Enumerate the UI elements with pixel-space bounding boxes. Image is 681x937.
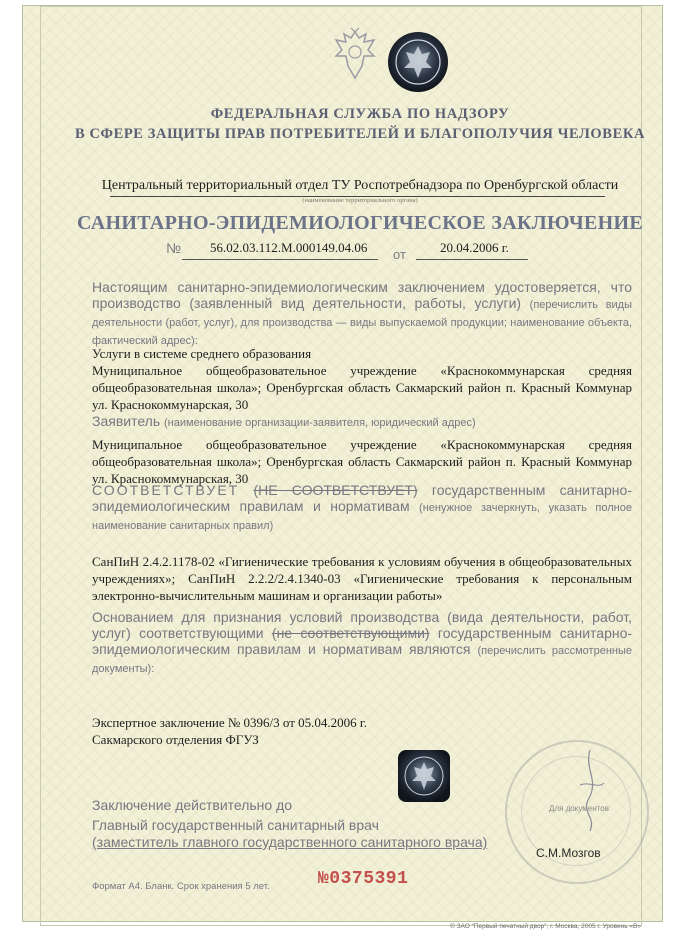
department-caption: (наименование территориального органа): [302, 197, 418, 204]
date-underline: [416, 259, 528, 260]
blank-serial-number: №0375391: [318, 869, 409, 889]
basis-text-2: государственным санитарно-эпидемиологическим правилам и нормативам являются: [92, 625, 633, 657]
signature-icon: [560, 745, 620, 835]
hologram-sticker-icon: [396, 748, 452, 804]
double-headed-eagle-icon: [330, 26, 380, 82]
printer-credit: © ЗАО "Первый печатный двор", г. Москва, 2005 г. Уровень «В»: [450, 923, 641, 930]
number-underline: [182, 259, 378, 260]
compliance-statement: [92, 482, 632, 534]
document-title: САНИТАРНО-ЭПИДЕМИОЛОГИЧЕСКОЕ ЗАКЛЮЧЕНИЕ: [77, 212, 643, 234]
basis-text-1: Основанием для признания условий производства (вида деятельности, работ, услуг) соответствующими: [92, 609, 632, 641]
signatory-deputy: (заместитель главного государственного санитарного врача): [92, 834, 488, 850]
validity-label: Заключение действительно до: [92, 797, 293, 813]
document-date: 20.04.2006 г.: [440, 240, 509, 255]
document-number: 56.02.03.112.М.000149.04.06: [210, 240, 368, 255]
expert-line-1: Экспертное заключение № 0396/3 от 05.04.2006 г.: [92, 715, 368, 730]
compliance-note: (ненужное зачеркнуть, указать полное наименование санитарных правил): [92, 502, 632, 532]
subject-organization: Муниципальное общеобразовательное учреждение «Краснокоммунарская средняя общеобразовательная школа»; Оренбургская область Сакмарский район п. Красный Коммунар ул. Краснокоммунарская, 30: [92, 363, 632, 412]
applicant-label: Заявитель: [92, 413, 161, 429]
compliance-complies: СООТВЕТСТВУЕТ: [92, 482, 240, 498]
applicant-note: (наименование организации-заявителя, юридический адрес): [164, 417, 476, 429]
sanitary-rules: СанПиН 2.4.2.1178-02 «Гигиенические требования к условиям обучения в общеобразовательных учреждениях»; СанПиН 2.2.2/2.4.1340-03 «Гигиенические требования к персональным электронно-вычислительным машинам и организации работы»: [92, 554, 632, 603]
signatory-title: Главный государственный санитарный врач: [92, 817, 379, 833]
header-line-1: ФЕДЕРАЛЬНАЯ СЛУЖБА ПО НАДЗОРУ: [210, 106, 510, 122]
number-label: №: [166, 240, 182, 256]
basis-note: (перечислить рассмотренные документы):: [92, 645, 632, 675]
basis-paragraph: [92, 609, 632, 677]
department-name: Центральный территориальный отдел ТУ Роспотребнадзора по Оренбургской области: [101, 178, 619, 193]
stamp-text: Для документов: [549, 804, 609, 813]
expert-line-2: Сакмарского отделения ФГУЗ: [92, 732, 259, 747]
signatory-name: С.М.Мозгов: [536, 846, 601, 860]
hologram-sticker-icon: [386, 30, 450, 94]
intro-paragraph: [92, 279, 632, 349]
compliance-rest: государственным санитарно-эпидемиологическим правилам и нормативам: [92, 482, 632, 514]
header-line-2: В СФЕРЕ ЗАЩИТЫ ПРАВ ПОТРЕБИТЕЛЕЙ И БЛАГОПОЛУЧИЯ ЧЕЛОВЕКА: [74, 126, 646, 142]
basis-struck: (не соответствующими): [271, 625, 430, 641]
applicant-value: Муниципальное общеобразовательное учреждение «Краснокоммунарская средняя общеобразовательная школа»; Оренбургская область Сакмарский район п. Красный Коммунар ул. Краснокоммунарская, 30: [92, 437, 632, 486]
date-label: от: [393, 247, 406, 262]
intro-note: (перечислить виды деятельности (работ, услуг), для производства — виды выпускаемой продукции; наименование объекта, фактический адрес):: [92, 299, 633, 347]
intro-text: Настоящим санитарно-эпидемиологическим заключением удостоверяется, что производство (заявленный вид деятельности, работы, услуги): [92, 279, 632, 311]
subject-service: Услуги в системе среднего образования: [92, 346, 312, 361]
footer-format: Формат А4. Бланк. Срок хранения 5 лет.: [92, 881, 270, 892]
compliance-not-complies: (НЕ СООТВЕТСТВУЕТ): [253, 482, 418, 498]
applicant-heading: [92, 413, 632, 431]
